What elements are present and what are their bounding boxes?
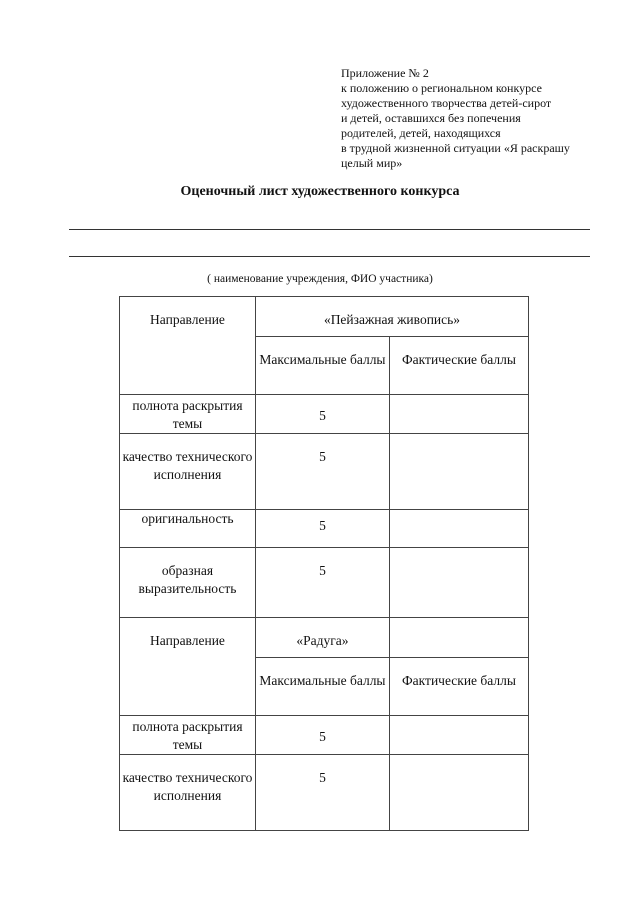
criterion-label: качество технического исполнения	[120, 434, 256, 510]
appendix-line: в трудной жизненной ситуации «Я раскрашу	[341, 141, 570, 155]
appendix-line: художественного творчества детей-сирот	[341, 96, 552, 110]
actual-score-cell[interactable]	[389, 510, 528, 548]
criterion-label: качество технического исполнения	[120, 755, 256, 831]
fill-in-caption: ( наименование учреждения, ФИО участника)	[207, 273, 433, 285]
page-title: Оценочный лист художественного конкурса	[180, 184, 460, 199]
direction-label: Направление	[120, 297, 256, 395]
max-score: 5	[255, 434, 389, 510]
appendix-line: к положению о региональном конкурсе	[341, 81, 542, 95]
section-header-row	[120, 618, 529, 658]
max-score-header: Максимальные баллы	[255, 658, 389, 716]
appendix-line: и детей, оставшихся без попечения	[341, 111, 521, 125]
criterion-label: полнота раскрытия темы	[120, 716, 256, 755]
section-name: «Пейзажная живопись»	[255, 297, 528, 337]
appendix-line: родителей, детей, находящихся	[341, 126, 501, 140]
appendix-note	[341, 66, 611, 171]
criterion-label: образная выразительность	[120, 548, 256, 618]
criterion-row	[120, 755, 529, 831]
actual-score-cell[interactable]	[389, 434, 528, 510]
max-score-header: Максимальные баллы	[255, 337, 389, 395]
direction-label: Направление	[120, 618, 256, 716]
actual-score-header: Фактические баллы	[389, 658, 528, 716]
max-score: 5	[255, 548, 389, 618]
criterion-row	[120, 395, 529, 434]
actual-score-cell[interactable]	[389, 395, 528, 434]
appendix-line: Приложение № 2	[341, 66, 429, 80]
actual-score-header: Фактические баллы	[389, 337, 528, 395]
fill-in-line	[69, 229, 590, 230]
max-score: 5	[255, 716, 389, 755]
evaluation-table	[119, 296, 529, 831]
actual-score-cell[interactable]	[389, 716, 528, 755]
actual-score-cell[interactable]	[389, 548, 528, 618]
criterion-row	[120, 716, 529, 755]
max-score: 5	[255, 755, 389, 831]
fill-in-line	[69, 256, 590, 257]
section-header-row	[120, 297, 529, 337]
section-name-blank	[389, 618, 528, 658]
appendix-line: целый мир»	[341, 156, 403, 170]
max-score: 5	[255, 395, 389, 434]
criterion-label: полнота раскрытия темы	[120, 395, 256, 434]
criterion-row	[120, 510, 529, 548]
criterion-row	[120, 548, 529, 618]
max-score: 5	[255, 510, 389, 548]
section-name: «Радуга»	[255, 618, 389, 658]
actual-score-cell[interactable]	[389, 755, 528, 831]
criterion-row	[120, 434, 529, 510]
criterion-label: оригинальность	[120, 510, 256, 548]
